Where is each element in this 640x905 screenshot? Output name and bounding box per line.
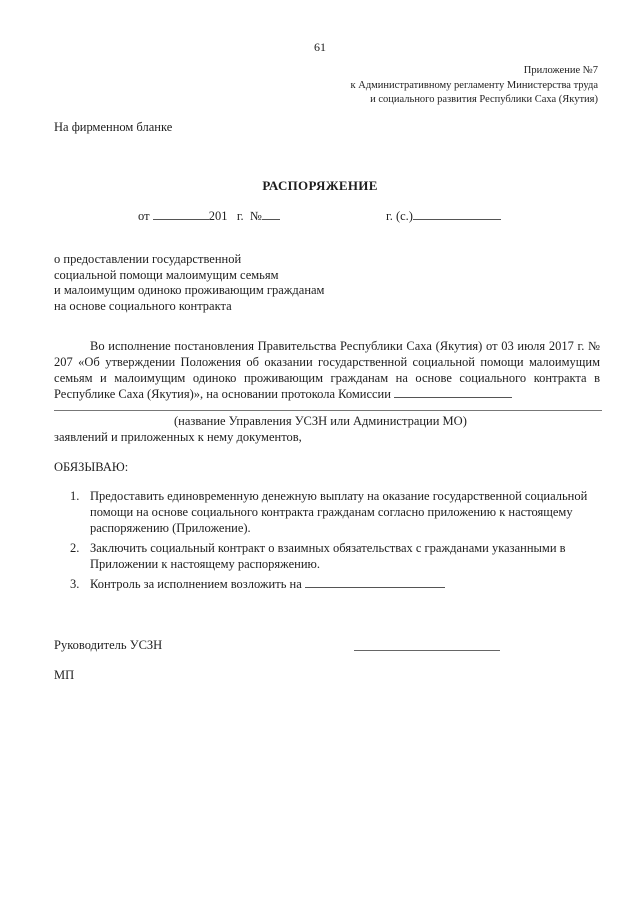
- body-paragraph: [54, 338, 600, 402]
- date-from-label: от: [138, 209, 150, 223]
- subject-line-1: о предоставлении государственной: [54, 252, 242, 266]
- place-blank: [413, 208, 501, 220]
- item-number: 3.: [70, 577, 80, 591]
- oblige-heading: ОБЯЗЫВАЮ:: [54, 460, 129, 474]
- body-text: Во исполнение постановления Правительства Республики Саха (Якутия) от 03 июля 2017 г. № 207 «Об утверждении Положения об оказании государственной социальной помощи малоимущим семьям и малоимущим одиноко проживающим гражданам на основе социального контракта в Республике Саха (Якутия)», на основании протокола Комиссии: [54, 339, 600, 401]
- item-text: Предоставить единовременную денежную выплату на оказание государственной социальной помощи на основе социального контракта гражданам согласно приложению к настоящему распоряжению (Приложение).: [90, 489, 588, 535]
- attachment-line-2: к Административному регламенту Министерства труда: [350, 79, 598, 91]
- subject-block: [54, 252, 324, 314]
- date-blank: [153, 208, 209, 220]
- place-label: г. (с.): [386, 209, 413, 223]
- item-number: 2.: [70, 541, 80, 555]
- number-blank: [262, 208, 280, 220]
- attachment-line-3: и социального развития Республики Саха (Якутия): [370, 94, 598, 105]
- item-text: Заключить социальный контракт о взаимных обязательствах с гражданами указанными в Приложении к настоящему распоряжению.: [90, 541, 566, 571]
- attachment-header: [351, 64, 598, 108]
- stamp-place-label: МП: [54, 668, 75, 682]
- subject-line-4: на основе социального контракта: [54, 298, 232, 313]
- date-number-line: [138, 208, 280, 224]
- orders-list: [54, 488, 600, 596]
- place-line: [386, 208, 501, 224]
- attachment-line-1: Приложение №7: [523, 65, 598, 76]
- responsible-blank: [305, 576, 445, 588]
- number-sign: №: [249, 209, 262, 223]
- caption-continuation: заявлений и приложенных к нему документов,: [54, 430, 302, 444]
- protocol-blank: [394, 386, 512, 398]
- item-number: 1.: [70, 489, 80, 503]
- document-title: РАСПОРЯЖЕНИЕ: [262, 178, 378, 193]
- date-year-suffix: г.: [236, 209, 244, 223]
- signature-line: [354, 650, 500, 651]
- head-signature-label: Руководитель УСЗН: [54, 638, 163, 652]
- org-name-caption: (название Управления УСЗН или Администрации МО): [174, 414, 467, 428]
- subject-line-3: и малоимущим одиноко проживающим гражданам: [54, 283, 325, 297]
- list-item: [54, 576, 600, 592]
- date-year: 201: [208, 209, 228, 223]
- item-text: Контроль за исполнением возложить на: [90, 577, 302, 591]
- letterhead-note: На фирменном бланке: [54, 120, 173, 134]
- list-item: [54, 488, 600, 536]
- subject-line-2: социальной помощи малоимущим семьям: [54, 267, 279, 282]
- list-item: [54, 540, 600, 572]
- page-number: 61: [314, 40, 326, 54]
- fill-in-line: [54, 410, 602, 411]
